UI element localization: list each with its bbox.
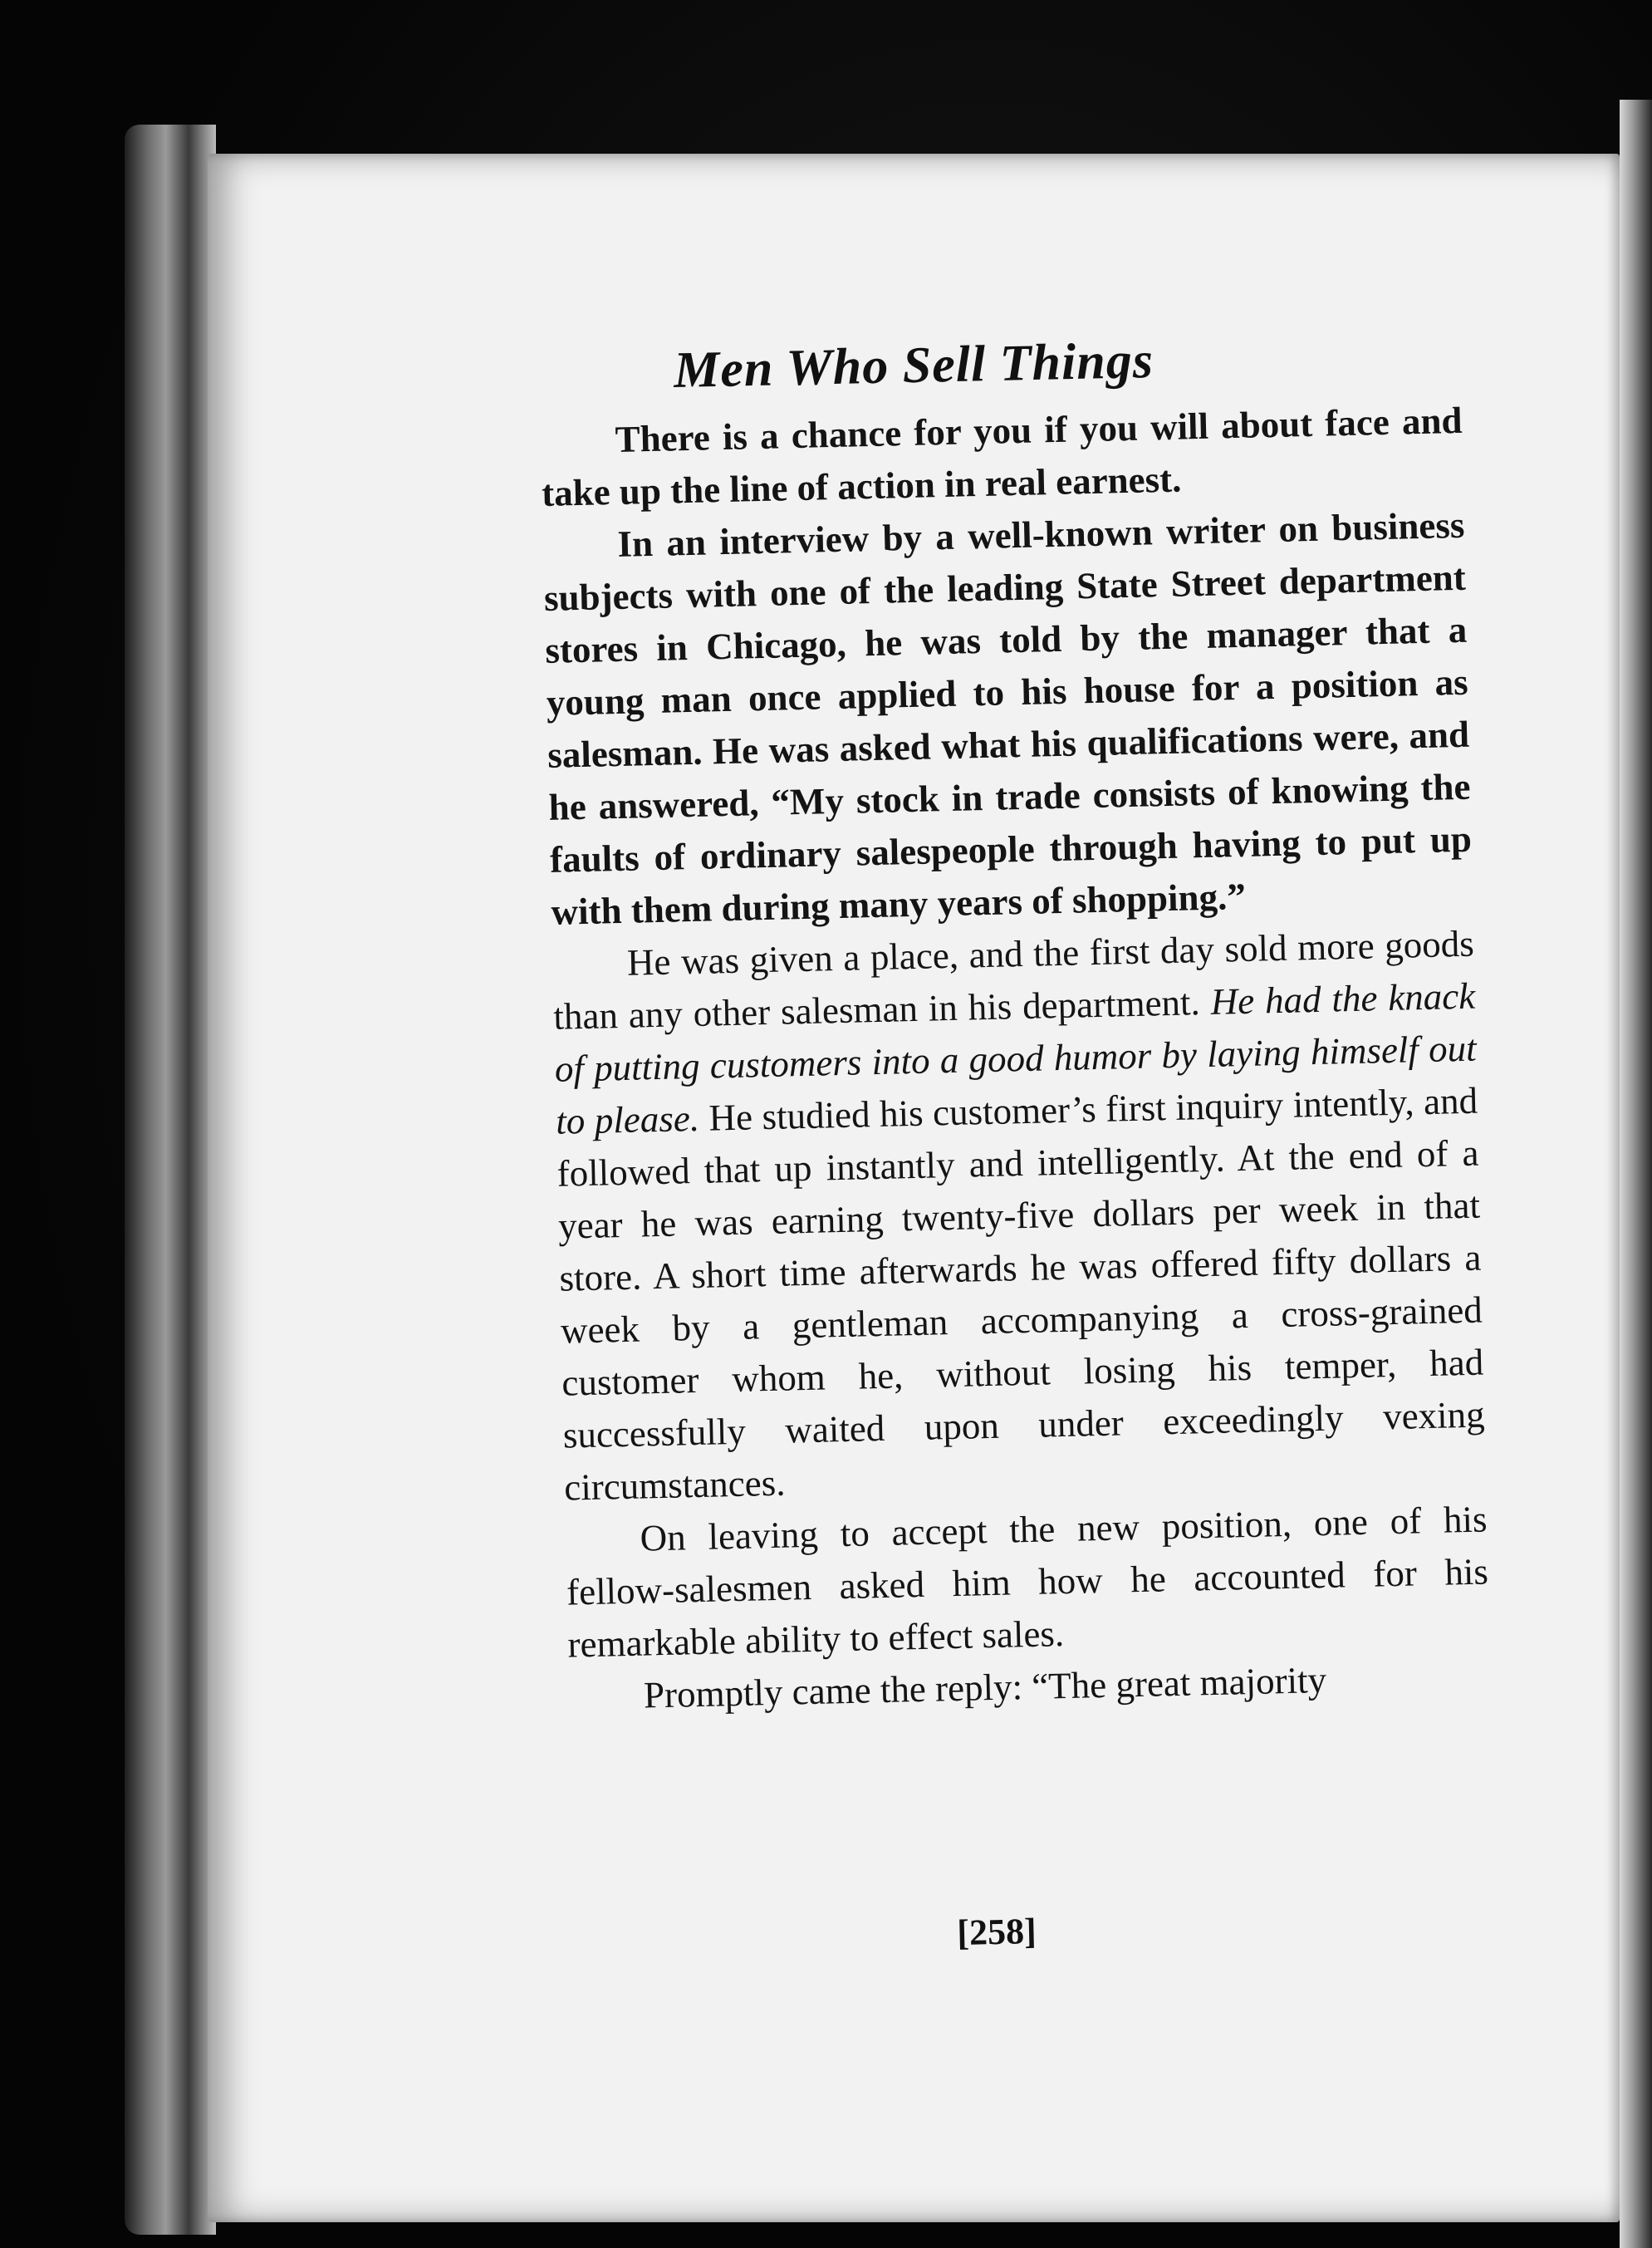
book-page-edges <box>125 125 216 2235</box>
running-head: Men Who Sell Things <box>673 331 1154 400</box>
paragraph-3-italic: He had the knack of putting customers into a good humor by laying himself out to please. <box>554 974 1478 1142</box>
paragraph-2: In an interview by a well-known writer on business subjects with one of the leading State Street department stores in Chicago, he was told by the manager that a young man once applied to his house for a position as salesman. He was asked what his qualifications were, and he answered, “My stock in trade consists of knowing the faults of ordinary salespeople through having to put up with them during many years of shopping.” <box>543 503 1473 933</box>
paragraph-3-lead: He was given a place, and the first day sold more goods than any other salesman in his department. <box>552 922 1475 1038</box>
paragraph-3 <box>551 918 1486 1514</box>
paragraph-4: On leaving to accept the new position, one of his fellow-salesmen asked him how he accounted for his remarkable ability to effect sales. <box>566 1498 1489 1666</box>
page-number: [258] <box>956 1910 1037 1954</box>
paragraph-5: Promptly came the reply: “The great majority <box>643 1658 1327 1716</box>
paragraph-1: There is a chance for you if you will about face and take up the line of action in real earnest. <box>541 399 1463 514</box>
paragraph-3-tail: He studied his customer’s first inquiry intently, and followed that up instantly and intelligently. At the end of a year he was earning twenty-five dollars per week in that store. A short time afterwards he was offered fifty dollars a week by a gentleman accompanying a cross-grained customer whom he, without losing his temper, had successfully waited upon under exceedingly vexing circumstances. <box>556 1079 1486 1509</box>
book-gutter <box>1620 100 1652 2248</box>
body-text <box>540 395 1491 1724</box>
